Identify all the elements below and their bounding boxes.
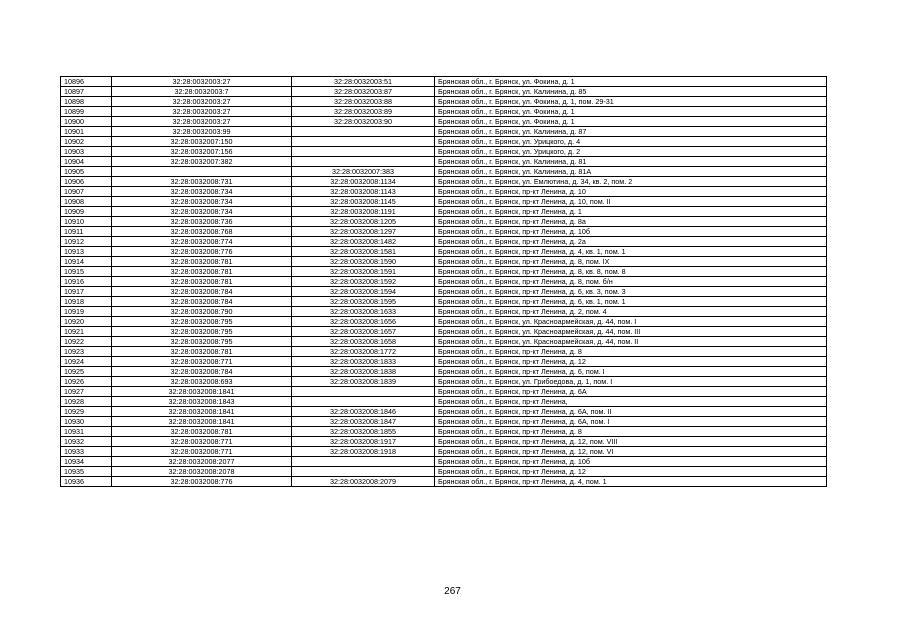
cadastral-number-cell: 32:28:0032008:734 bbox=[112, 197, 292, 207]
address-cell: Брянская обл., г. Брянск, пр-кт Ленина, д. 8а bbox=[435, 217, 827, 227]
object-cadastral-number-cell: 32:28:0032008:1917 bbox=[292, 437, 435, 447]
table-row bbox=[61, 177, 827, 187]
row-number-cell: 10920 bbox=[61, 317, 112, 327]
cadastral-number-cell: 32:28:0032008:784 bbox=[112, 367, 292, 377]
table-body bbox=[61, 77, 827, 487]
object-cadastral-number-cell: 32:28:0032008:1590 bbox=[292, 257, 435, 267]
object-cadastral-number-cell: 32:28:0032008:1297 bbox=[292, 227, 435, 237]
object-cadastral-number-cell: 32:28:0032008:1594 bbox=[292, 287, 435, 297]
cadastral-number-cell: 32:28:0032008:784 bbox=[112, 287, 292, 297]
cadastral-number-cell: 32:28:0032008:781 bbox=[112, 257, 292, 267]
row-number-cell: 10919 bbox=[61, 307, 112, 317]
table-row bbox=[61, 417, 827, 427]
table-row bbox=[61, 277, 827, 287]
object-cadastral-number-cell: 32:28:0032008:1591 bbox=[292, 267, 435, 277]
address-cell: Брянская обл., г. Брянск, ул. Фокина, д. 1 bbox=[435, 107, 827, 117]
cadastral-number-cell: 32:28:0032008:771 bbox=[112, 357, 292, 367]
row-number-cell: 10907 bbox=[61, 187, 112, 197]
row-number-cell: 10935 bbox=[61, 467, 112, 477]
object-cadastral-number-cell bbox=[292, 467, 435, 477]
cadastral-number-cell: 32:28:0032008:774 bbox=[112, 237, 292, 247]
cadastral-number-cell: 32:28:0032008:781 bbox=[112, 277, 292, 287]
cadastral-number-cell bbox=[112, 167, 292, 177]
address-cell: Брянская обл., г. Брянск, пр-кт Ленина, д. 10б bbox=[435, 227, 827, 237]
object-cadastral-number-cell: 32:28:0032008:1847 bbox=[292, 417, 435, 427]
row-number-cell: 10916 bbox=[61, 277, 112, 287]
row-number-cell: 10925 bbox=[61, 367, 112, 377]
table-row bbox=[61, 257, 827, 267]
object-cadastral-number-cell: 32:28:0032008:1592 bbox=[292, 277, 435, 287]
address-cell: Брянская обл., г. Брянск, пр-кт Ленина, д. 8, пом. IX bbox=[435, 257, 827, 267]
object-cadastral-number-cell bbox=[292, 127, 435, 137]
object-cadastral-number-cell: 32:28:0032008:1846 bbox=[292, 407, 435, 417]
table-row bbox=[61, 267, 827, 277]
address-cell: Брянская обл., г. Брянск, пр-кт Ленина, д. 12 bbox=[435, 467, 827, 477]
table-row bbox=[61, 187, 827, 197]
cadastral-number-cell: 32:28:0032008:734 bbox=[112, 187, 292, 197]
address-cell: Брянская обл., г. Брянск, ул. Калинина, д. 81А bbox=[435, 167, 827, 177]
address-cell: Брянская обл., г. Брянск, пр-кт Ленина, д. 10, пом. II bbox=[435, 197, 827, 207]
table-row bbox=[61, 367, 827, 377]
address-cell: Брянская обл., г. Брянск, ул. Урицкого, д. 4 bbox=[435, 137, 827, 147]
object-cadastral-number-cell: 32:28:0032007:383 bbox=[292, 167, 435, 177]
row-number-cell: 10927 bbox=[61, 387, 112, 397]
cadastral-number-cell: 32:28:0032008:790 bbox=[112, 307, 292, 317]
row-number-cell: 10917 bbox=[61, 287, 112, 297]
address-cell: Брянская обл., г. Брянск, ул. Фокина, д. 1, пом. 29-31 bbox=[435, 97, 827, 107]
table-row bbox=[61, 457, 827, 467]
row-number-cell: 10932 bbox=[61, 437, 112, 447]
cadastral-number-cell: 32:28:0032007:150 bbox=[112, 137, 292, 147]
cadastral-number-cell: 32:28:0032008:2078 bbox=[112, 467, 292, 477]
object-cadastral-number-cell: 32:28:0032008:1482 bbox=[292, 237, 435, 247]
object-cadastral-number-cell: 32:28:0032008:1581 bbox=[292, 247, 435, 257]
address-cell: Брянская обл., г. Брянск, ул. Красноармейская, д. 44, пом. I bbox=[435, 317, 827, 327]
object-cadastral-number-cell bbox=[292, 137, 435, 147]
cadastral-number-cell: 32:28:0032007:382 bbox=[112, 157, 292, 167]
cadastral-number-cell: 32:28:0032003:27 bbox=[112, 117, 292, 127]
row-number-cell: 10896 bbox=[61, 77, 112, 87]
address-cell: Брянская обл., г. Брянск, пр-кт Ленина, д. 4, пом. 1 bbox=[435, 477, 827, 487]
row-number-cell: 10926 bbox=[61, 377, 112, 387]
address-cell: Брянская обл., г. Брянск, пр-кт Ленина, д. 8, кв. 8, пом. 8 bbox=[435, 267, 827, 277]
cadastral-number-cell: 32:28:0032008:784 bbox=[112, 297, 292, 307]
row-number-cell: 10914 bbox=[61, 257, 112, 267]
object-cadastral-number-cell bbox=[292, 387, 435, 397]
address-cell: Брянская обл., г. Брянск, ул. Калинина, д. 81 bbox=[435, 157, 827, 167]
cadastral-number-cell: 32:28:0032008:768 bbox=[112, 227, 292, 237]
row-number-cell: 10909 bbox=[61, 207, 112, 217]
address-cell: Брянская обл., г. Брянск, пр-кт Ленина, д. 6А bbox=[435, 387, 827, 397]
object-cadastral-number-cell: 32:28:0032003:90 bbox=[292, 117, 435, 127]
table-row bbox=[61, 217, 827, 227]
cadastral-number-cell: 32:28:0032003:27 bbox=[112, 97, 292, 107]
row-number-cell: 10924 bbox=[61, 357, 112, 367]
address-cell: Брянская обл., г. Брянск, пр-кт Ленина, д. 10б bbox=[435, 457, 827, 467]
address-cell: Брянская обл., г. Брянск, пр-кт Ленина, д. 1 bbox=[435, 207, 827, 217]
table-row bbox=[61, 167, 827, 177]
table-row bbox=[61, 247, 827, 257]
row-number-cell: 10913 bbox=[61, 247, 112, 257]
row-number-cell: 10903 bbox=[61, 147, 112, 157]
address-cell: Брянская обл., г. Брянск, ул. Калинина, д. 85 bbox=[435, 87, 827, 97]
cadastral-number-cell: 32:28:0032008:693 bbox=[112, 377, 292, 387]
cadastral-number-cell: 32:28:0032007:156 bbox=[112, 147, 292, 157]
object-cadastral-number-cell: 32:28:0032008:1772 bbox=[292, 347, 435, 357]
table-row bbox=[61, 477, 827, 487]
address-cell: Брянская обл., г. Брянск, пр-кт Ленина, д. 12 bbox=[435, 357, 827, 367]
cadastral-number-cell: 32:28:0032003:7 bbox=[112, 87, 292, 97]
row-number-cell: 10897 bbox=[61, 87, 112, 97]
row-number-cell: 10936 bbox=[61, 477, 112, 487]
cadastral-number-cell: 32:28:0032003:27 bbox=[112, 77, 292, 87]
table-row bbox=[61, 117, 827, 127]
address-cell: Брянская обл., г. Брянск, пр-кт Ленина, д. 4, кв. 1, пом. 1 bbox=[435, 247, 827, 257]
object-cadastral-number-cell: 32:28:0032008:1633 bbox=[292, 307, 435, 317]
address-cell: Брянская обл., г. Брянск, пр-кт Ленина, д. 10 bbox=[435, 187, 827, 197]
row-number-cell: 10899 bbox=[61, 107, 112, 117]
cadastral-number-cell: 32:28:0032008:781 bbox=[112, 347, 292, 357]
property-register-table bbox=[60, 76, 827, 487]
object-cadastral-number-cell: 32:28:0032008:1658 bbox=[292, 337, 435, 347]
row-number-cell: 10901 bbox=[61, 127, 112, 137]
object-cadastral-number-cell: 32:28:0032003:89 bbox=[292, 107, 435, 117]
table-row bbox=[61, 157, 827, 167]
address-cell: Брянская обл., г. Брянск, пр-кт Ленина, д. 8 bbox=[435, 427, 827, 437]
table-row bbox=[61, 357, 827, 367]
table-row bbox=[61, 197, 827, 207]
table-row bbox=[61, 397, 827, 407]
address-cell: Брянская обл., г. Брянск, ул. Красноармейская, д. 44, пом. III bbox=[435, 327, 827, 337]
table-row bbox=[61, 147, 827, 157]
table-row bbox=[61, 227, 827, 237]
table-row bbox=[61, 427, 827, 437]
table-row bbox=[61, 297, 827, 307]
address-cell: Брянская обл., г. Брянск, ул. Фокина, д. 1 bbox=[435, 117, 827, 127]
cadastral-number-cell: 32:28:0032008:771 bbox=[112, 447, 292, 457]
row-number-cell: 10898 bbox=[61, 97, 112, 107]
table-row bbox=[61, 237, 827, 247]
object-cadastral-number-cell: 32:28:0032008:1839 bbox=[292, 377, 435, 387]
cadastral-number-cell: 32:28:0032008:776 bbox=[112, 247, 292, 257]
address-cell: Брянская обл., г. Брянск, пр-кт Ленина, д. 8, пом. б/н bbox=[435, 277, 827, 287]
row-number-cell: 10923 bbox=[61, 347, 112, 357]
object-cadastral-number-cell: 32:28:0032008:1657 bbox=[292, 327, 435, 337]
row-number-cell: 10915 bbox=[61, 267, 112, 277]
row-number-cell: 10929 bbox=[61, 407, 112, 417]
row-number-cell: 10900 bbox=[61, 117, 112, 127]
table-row bbox=[61, 207, 827, 217]
object-cadastral-number-cell: 32:28:0032008:1656 bbox=[292, 317, 435, 327]
cadastral-number-cell: 32:28:0032003:99 bbox=[112, 127, 292, 137]
address-cell: Брянская обл., г. Брянск, пр-кт Ленина, д. 6, кв. 1, пом. 1 bbox=[435, 297, 827, 307]
object-cadastral-number-cell: 32:28:0032008:2079 bbox=[292, 477, 435, 487]
cadastral-number-cell: 32:28:0032008:781 bbox=[112, 267, 292, 277]
table-row bbox=[61, 387, 827, 397]
address-cell: Брянская обл., г. Брянск, пр-кт Ленина, д. 6, пом. I bbox=[435, 367, 827, 377]
cadastral-number-cell: 32:28:0032008:771 bbox=[112, 437, 292, 447]
document-page bbox=[60, 76, 826, 552]
row-number-cell: 10908 bbox=[61, 197, 112, 207]
object-cadastral-number-cell: 32:28:0032008:1134 bbox=[292, 177, 435, 187]
object-cadastral-number-cell bbox=[292, 157, 435, 167]
page-number: 267 bbox=[444, 586, 461, 597]
object-cadastral-number-cell: 32:28:0032008:1191 bbox=[292, 207, 435, 217]
row-number-cell: 10902 bbox=[61, 137, 112, 147]
object-cadastral-number-cell: 32:28:0032008:1918 bbox=[292, 447, 435, 457]
address-cell: Брянская обл., г. Брянск, пр-кт Ленина, д. 2, пом. 4 bbox=[435, 307, 827, 317]
cadastral-number-cell: 32:28:0032008:795 bbox=[112, 337, 292, 347]
row-number-cell: 10912 bbox=[61, 237, 112, 247]
table-row bbox=[61, 337, 827, 347]
object-cadastral-number-cell bbox=[292, 147, 435, 157]
cadastral-number-cell: 32:28:0032008:1843 bbox=[112, 397, 292, 407]
table-row bbox=[61, 407, 827, 417]
object-cadastral-number-cell bbox=[292, 397, 435, 407]
address-cell: Брянская обл., г. Брянск, пр-кт Ленина, д. 6, кв. 3, пом. 3 bbox=[435, 287, 827, 297]
address-cell: Брянская обл., г. Брянск, пр-кт Ленина, д. 12, пом. VIII bbox=[435, 437, 827, 447]
address-cell: Брянская обл., г. Брянск, пр-кт Ленина, bbox=[435, 397, 827, 407]
cadastral-number-cell: 32:28:0032008:1841 bbox=[112, 417, 292, 427]
table-row bbox=[61, 447, 827, 457]
cadastral-number-cell: 32:28:0032008:731 bbox=[112, 177, 292, 187]
row-number-cell: 10930 bbox=[61, 417, 112, 427]
address-cell: Брянская обл., г. Брянск, пр-кт Ленина, д. 8 bbox=[435, 347, 827, 357]
table-row bbox=[61, 377, 827, 387]
address-cell: Брянская обл., г. Брянск, пр-кт Ленина, д. 2а bbox=[435, 237, 827, 247]
row-number-cell: 10934 bbox=[61, 457, 112, 467]
table-row bbox=[61, 87, 827, 97]
row-number-cell: 10931 bbox=[61, 427, 112, 437]
row-number-cell: 10933 bbox=[61, 447, 112, 457]
object-cadastral-number-cell: 32:28:0032008:1855 bbox=[292, 427, 435, 437]
cadastral-number-cell: 32:28:0032008:781 bbox=[112, 427, 292, 437]
table-row bbox=[61, 327, 827, 337]
address-cell: Брянская обл., г. Брянск, ул. Урицкого, д. 2 bbox=[435, 147, 827, 157]
address-cell: Брянская обл., г. Брянск, ул. Красноармейская, д. 44, пом. II bbox=[435, 337, 827, 347]
table-row bbox=[61, 437, 827, 447]
address-cell: Брянская обл., г. Брянск, ул. Емлютина, д. 34, кв. 2, пом. 2 bbox=[435, 177, 827, 187]
object-cadastral-number-cell: 32:28:0032008:1145 bbox=[292, 197, 435, 207]
cadastral-number-cell: 32:28:0032008:1841 bbox=[112, 387, 292, 397]
object-cadastral-number-cell: 32:28:0032008:1595 bbox=[292, 297, 435, 307]
row-number-cell: 10904 bbox=[61, 157, 112, 167]
object-cadastral-number-cell: 32:28:0032003:51 bbox=[292, 77, 435, 87]
address-cell: Брянская обл., г. Брянск, ул. Фокина, д. 1 bbox=[435, 77, 827, 87]
object-cadastral-number-cell: 32:28:0032003:88 bbox=[292, 97, 435, 107]
address-cell: Брянская обл., г. Брянск, пр-кт Ленина, д. 6А, пом. II bbox=[435, 407, 827, 417]
cadastral-number-cell: 32:28:0032008:795 bbox=[112, 317, 292, 327]
row-number-cell: 10910 bbox=[61, 217, 112, 227]
object-cadastral-number-cell: 32:28:0032008:1833 bbox=[292, 357, 435, 367]
table-row bbox=[61, 127, 827, 137]
address-cell: Брянская обл., г. Брянск, ул. Грибоедова, д. 1, пом. I bbox=[435, 377, 827, 387]
object-cadastral-number-cell bbox=[292, 457, 435, 467]
object-cadastral-number-cell: 32:28:0032003:87 bbox=[292, 87, 435, 97]
table-row bbox=[61, 137, 827, 147]
row-number-cell: 10911 bbox=[61, 227, 112, 237]
table-row bbox=[61, 467, 827, 477]
table-row bbox=[61, 97, 827, 107]
address-cell: Брянская обл., г. Брянск, пр-кт Ленина, д. 12, пом. VI bbox=[435, 447, 827, 457]
row-number-cell: 10921 bbox=[61, 327, 112, 337]
object-cadastral-number-cell: 32:28:0032008:1205 bbox=[292, 217, 435, 227]
address-cell: Брянская обл., г. Брянск, пр-кт Ленина, д. 6А, пом. I bbox=[435, 417, 827, 427]
row-number-cell: 10906 bbox=[61, 177, 112, 187]
row-number-cell: 10928 bbox=[61, 397, 112, 407]
cadastral-number-cell: 32:28:0032008:776 bbox=[112, 477, 292, 487]
object-cadastral-number-cell: 32:28:0032008:1143 bbox=[292, 187, 435, 197]
cadastral-number-cell: 32:28:0032008:1841 bbox=[112, 407, 292, 417]
cadastral-number-cell: 32:28:0032008:2077 bbox=[112, 457, 292, 467]
table-row bbox=[61, 347, 827, 357]
address-cell: Брянская обл., г. Брянск, ул. Калинина, д. 87 bbox=[435, 127, 827, 137]
row-number-cell: 10922 bbox=[61, 337, 112, 347]
table-row bbox=[61, 287, 827, 297]
table-row bbox=[61, 317, 827, 327]
table-row bbox=[61, 307, 827, 317]
cadastral-number-cell: 32:28:0032003:27 bbox=[112, 107, 292, 117]
table-row bbox=[61, 77, 827, 87]
object-cadastral-number-cell: 32:28:0032008:1838 bbox=[292, 367, 435, 377]
row-number-cell: 10918 bbox=[61, 297, 112, 307]
cadastral-number-cell: 32:28:0032008:736 bbox=[112, 217, 292, 227]
row-number-cell: 10905 bbox=[61, 167, 112, 177]
cadastral-number-cell: 32:28:0032008:734 bbox=[112, 207, 292, 217]
cadastral-number-cell: 32:28:0032008:795 bbox=[112, 327, 292, 337]
table-row bbox=[61, 107, 827, 117]
